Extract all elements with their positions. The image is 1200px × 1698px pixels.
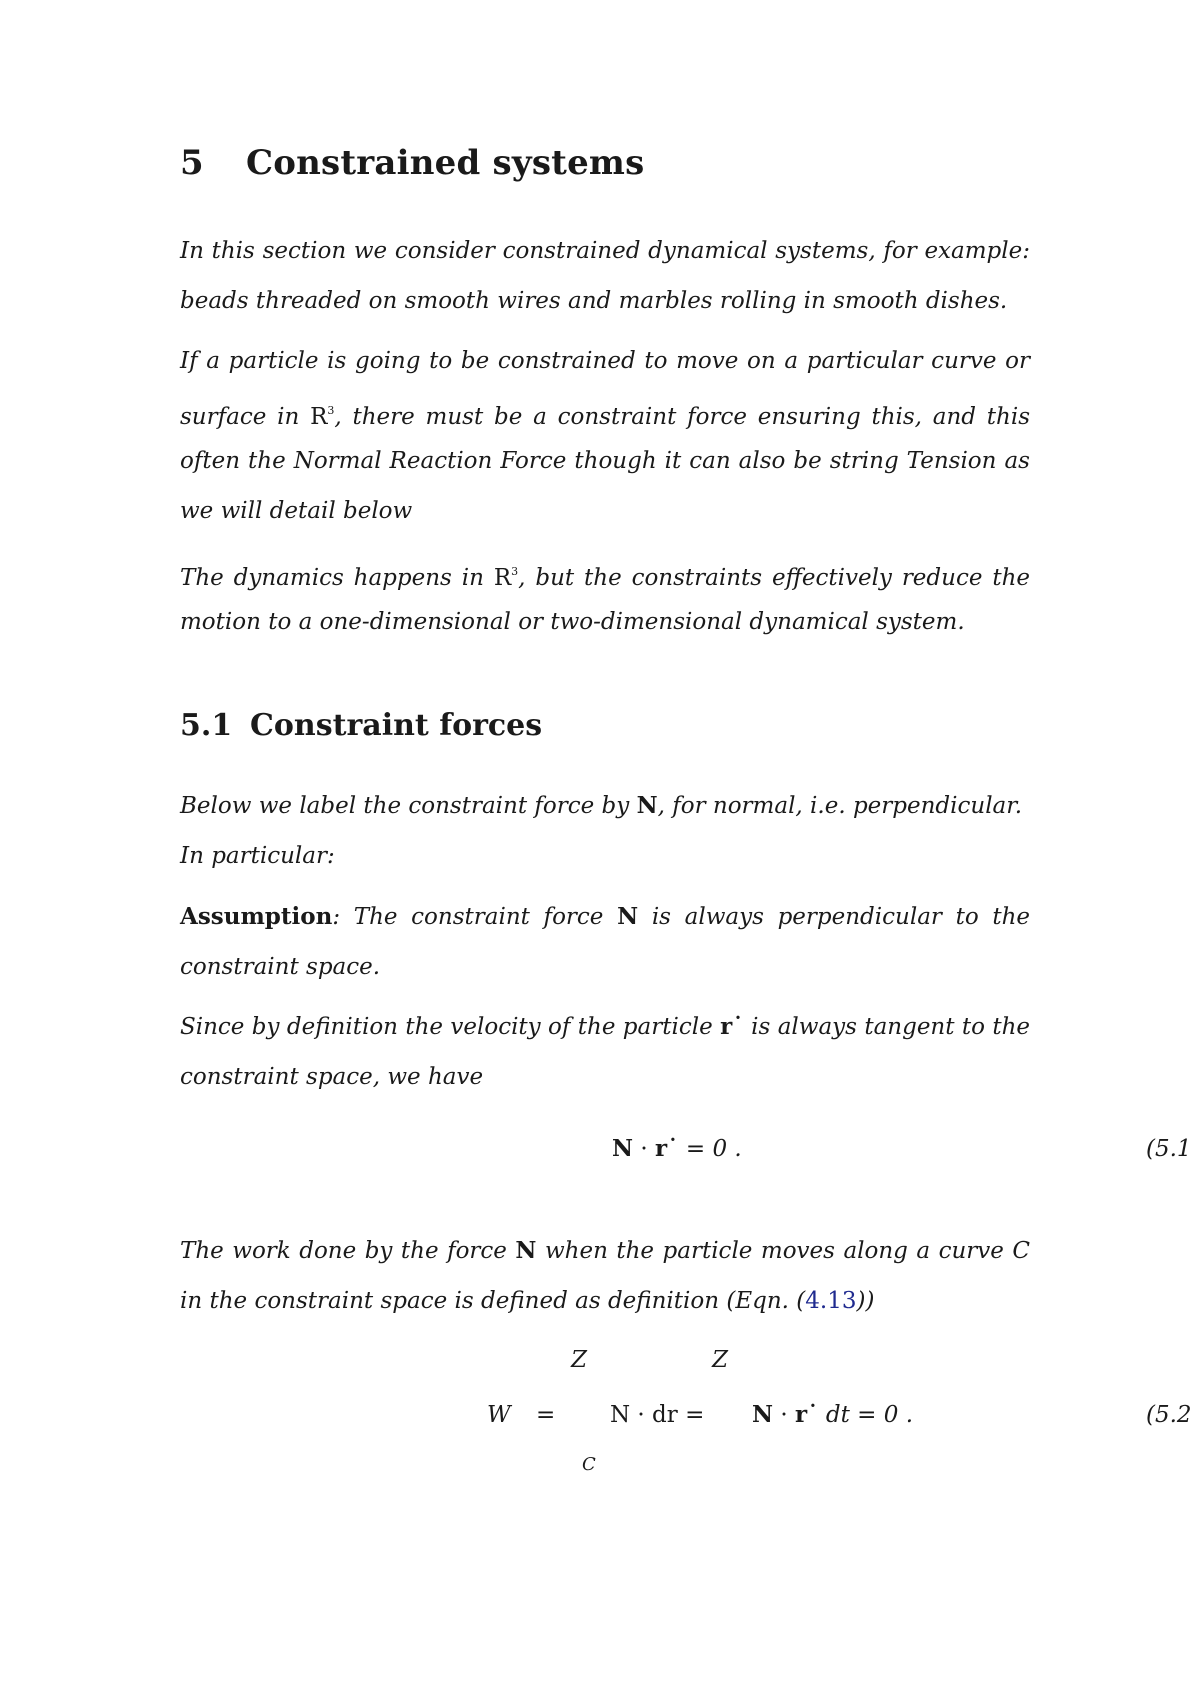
text-span: : The constraint force [332, 904, 604, 930]
eq-symbol-N: N [752, 1401, 774, 1428]
eq-symbol-W: W [487, 1402, 511, 1428]
text-span: , but the constraints effectively reduce the [518, 565, 1031, 591]
subsection-heading [180, 708, 542, 743]
paragraph-line: we will detail below [180, 498, 413, 524]
text-span: is always perpendicular to the [651, 904, 1031, 930]
eq-middle-term: N · dr = [610, 1402, 705, 1428]
paragraph-line [180, 1012, 1030, 1042]
paragraph-line [180, 1236, 1030, 1266]
equation-number: (5.1 [1146, 1136, 1192, 1162]
dimension-superscript: 3 [511, 565, 519, 578]
dimension-superscript: 3 [327, 404, 335, 417]
eq-symbol-N: N [612, 1135, 634, 1162]
text-span: , for normal, i.e. perpendicular. [657, 793, 1023, 819]
integral-subscript: C [582, 1454, 596, 1475]
symbol-N: N [515, 1237, 537, 1264]
paragraph-line: If a particle is going to be constrained to move on a particular curve or [180, 348, 1030, 374]
text-span: when the particle moves along a curve C [544, 1238, 1030, 1264]
eq-dot: · [640, 1136, 648, 1162]
symbol-N: N [636, 792, 658, 819]
equation-5-1 [612, 1134, 742, 1164]
paragraph-line [180, 396, 1030, 432]
paragraph-line: constraint space, we have [180, 1064, 484, 1090]
eq-right-term [752, 1400, 913, 1430]
text-span: The work done by the force [180, 1238, 507, 1264]
paragraph-line: In particular: [180, 843, 335, 869]
symbol-rdot: r˙ [720, 1013, 744, 1040]
paragraph-line: In this section we consider constrained dynamical systems, for example: [180, 238, 1030, 264]
text-span: , there must be a constraint force ensuring this, and this [334, 404, 1030, 430]
eq-symbol-rdot: r˙ [794, 1401, 819, 1428]
section-number: 5 [180, 143, 204, 183]
assumption-line [180, 902, 1030, 932]
paragraph-line [180, 557, 1030, 593]
subsection-title: Constraint forces [250, 708, 543, 743]
assumption-label: Assumption [180, 903, 333, 930]
integral-sign: Z [571, 1347, 587, 1373]
eq-rest: = 0 . [685, 1136, 742, 1162]
integral-sign: Z [712, 1347, 728, 1373]
text-span: in the constraint space is defined as definition (Eqn. ( [180, 1288, 806, 1314]
section-heading [180, 143, 644, 183]
paragraph-line: motion to a one-dimensional or two-dimensional dynamical system. [180, 609, 965, 635]
text-span: is always tangent to the [751, 1014, 1030, 1040]
subsection-number: 5.1 [180, 708, 233, 743]
text-span: The dynamics happens in [180, 565, 484, 591]
section-title: Constrained systems [246, 143, 645, 183]
paragraph-line: often the Normal Reaction Force though it can also be string Tension as [180, 448, 1030, 474]
text-span: surface in [180, 404, 300, 430]
real-space-symbol: R [310, 404, 328, 430]
eq-symbol-rdot: r˙ [654, 1135, 679, 1162]
text-span: Since by definition the velocity of the particle [180, 1014, 713, 1040]
paragraph-line [180, 1286, 1030, 1316]
text-span: )) [856, 1288, 875, 1314]
paragraph-line: constraint space. [180, 954, 381, 980]
symbol-N: N [617, 903, 639, 930]
equation-number: (5.2 [1146, 1402, 1192, 1428]
real-space-symbol: R [493, 565, 512, 591]
eq-equals: = [536, 1402, 556, 1428]
equation-reference-link[interactable]: 4.13 [805, 1288, 857, 1314]
eq-dot: · [780, 1402, 788, 1428]
paragraph-line [180, 791, 1030, 821]
paragraph-line: beads threaded on smooth wires and marbles rolling in smooth dishes. [180, 288, 1008, 314]
eq-rest: dt = 0 . [825, 1402, 914, 1428]
text-span: Below we label the constraint force by [180, 793, 630, 819]
